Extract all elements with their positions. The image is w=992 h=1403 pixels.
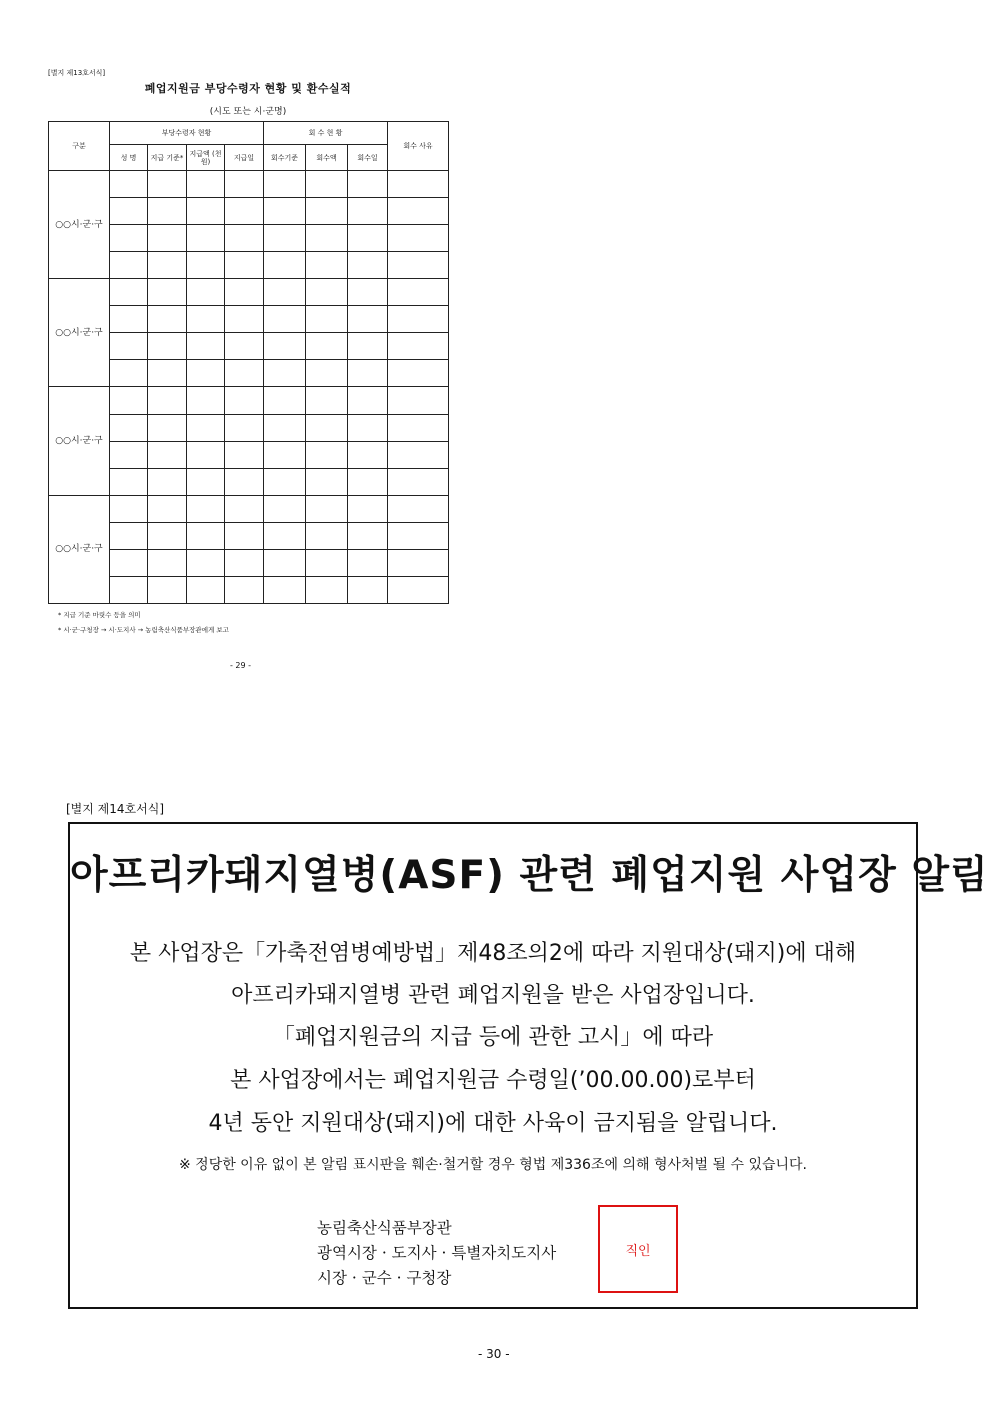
header-recover-amount: 회수액 bbox=[306, 145, 348, 171]
table-cell bbox=[110, 225, 148, 252]
form13-notes bbox=[58, 608, 229, 638]
table-cell bbox=[110, 468, 148, 495]
table-cell bbox=[388, 225, 449, 252]
table-cell bbox=[348, 171, 388, 198]
table-cell bbox=[306, 306, 348, 333]
table-cell bbox=[264, 576, 306, 603]
table-cell bbox=[225, 225, 264, 252]
notice-warning: ※ 정당한 이유 없이 본 알림 표시판을 훼손·철거할 경우 형법 제336조에 의해 형사처벌 될 수 있습니다. bbox=[178, 1157, 807, 1173]
recipient-status-table bbox=[48, 121, 449, 604]
table-cell bbox=[264, 225, 306, 252]
table-cell bbox=[388, 549, 449, 576]
form14-tag: [별지 제14호서식] bbox=[66, 802, 164, 816]
table-cell bbox=[110, 171, 148, 198]
table-cell bbox=[187, 225, 225, 252]
table-cell bbox=[110, 333, 148, 360]
table-cell bbox=[388, 252, 449, 279]
table-cell bbox=[148, 414, 187, 441]
table-cell bbox=[306, 171, 348, 198]
table-cell bbox=[187, 279, 225, 306]
table-cell bbox=[187, 576, 225, 603]
notice-line: 「폐업지원금의 지급 등에 관한 고시」에 따라 bbox=[272, 1025, 714, 1050]
form13-subtitle: (시도 또는 시·군명) bbox=[209, 107, 287, 117]
table-cell bbox=[110, 441, 148, 468]
table-cell bbox=[264, 198, 306, 225]
region-cell: ○○시·군·구 bbox=[49, 279, 110, 387]
table-cell bbox=[306, 225, 348, 252]
table-cell bbox=[148, 441, 187, 468]
table-cell bbox=[388, 468, 449, 495]
table-cell bbox=[110, 252, 148, 279]
table-cell bbox=[306, 387, 348, 414]
table-cell bbox=[225, 468, 264, 495]
header-pay-amount: 지급액 (천원) bbox=[187, 145, 225, 171]
table-row bbox=[49, 171, 449, 198]
header-pay-date: 지급일 bbox=[225, 145, 264, 171]
signer-line: 농림축산식품부장관 bbox=[317, 1219, 452, 1237]
table-cell bbox=[148, 279, 187, 306]
page-number: - 30 - bbox=[478, 1347, 510, 1361]
table-cell bbox=[187, 171, 225, 198]
table-cell bbox=[187, 333, 225, 360]
table-cell bbox=[148, 522, 187, 549]
table-cell bbox=[348, 576, 388, 603]
form13-title: 폐업지원금 부당수령자 현황 및 환수실적 bbox=[144, 82, 352, 95]
table-cell bbox=[388, 198, 449, 225]
table-row bbox=[49, 279, 449, 306]
table-cell bbox=[348, 333, 388, 360]
table-cell bbox=[110, 495, 148, 522]
notice-title: 아프리카돼지열병(ASF) 관련 폐업지원 사업장 알림 bbox=[70, 853, 989, 898]
table-cell bbox=[148, 576, 187, 603]
header-recovery-group: 회 수 현 황 bbox=[264, 122, 388, 145]
table-cell bbox=[264, 306, 306, 333]
table-cell bbox=[187, 198, 225, 225]
seal-label: 직인 bbox=[625, 1243, 651, 1259]
table-cell bbox=[388, 279, 449, 306]
table-row bbox=[49, 387, 449, 414]
table-cell bbox=[225, 279, 264, 306]
table-cell bbox=[148, 468, 187, 495]
table-cell bbox=[348, 279, 388, 306]
table-cell bbox=[187, 441, 225, 468]
table-cell bbox=[110, 522, 148, 549]
table-cell bbox=[148, 333, 187, 360]
table-cell bbox=[110, 360, 148, 387]
table-cell bbox=[148, 306, 187, 333]
table-cell bbox=[306, 495, 348, 522]
table-cell bbox=[264, 468, 306, 495]
table-cell bbox=[110, 387, 148, 414]
table-cell bbox=[264, 522, 306, 549]
table-cell bbox=[110, 576, 148, 603]
header-recipient-group: 부당수령자 현황 bbox=[110, 122, 264, 145]
table-cell bbox=[264, 414, 306, 441]
notice-line: 본 사업장에서는 폐업지원금 수령일(’00.00.00)로부터 bbox=[230, 1068, 756, 1093]
official-seal-box bbox=[598, 1205, 678, 1293]
table-cell bbox=[225, 495, 264, 522]
table-cell bbox=[264, 171, 306, 198]
table-cell bbox=[225, 306, 264, 333]
table-cell bbox=[187, 360, 225, 387]
table-cell bbox=[225, 387, 264, 414]
table-cell bbox=[348, 252, 388, 279]
notice-board bbox=[68, 822, 989, 1309]
header-recover-date: 회수일 bbox=[348, 145, 388, 171]
table-cell bbox=[225, 171, 264, 198]
notice-line: 아프리카돼지열병 관련 폐업지원을 받은 사업장입니다. bbox=[231, 983, 755, 1008]
header-recover-basis: 회수기준 bbox=[264, 145, 306, 171]
table-cell bbox=[264, 333, 306, 360]
table-cell bbox=[225, 198, 264, 225]
table-cell bbox=[187, 468, 225, 495]
table-cell bbox=[264, 387, 306, 414]
table-cell bbox=[388, 441, 449, 468]
table-cell bbox=[110, 279, 148, 306]
table-cell bbox=[388, 522, 449, 549]
table-cell bbox=[225, 360, 264, 387]
form13-note: * 지급 기준 마릿수 등을 의미 bbox=[58, 611, 141, 619]
header-name: 성 명 bbox=[110, 145, 148, 171]
table-cell bbox=[187, 252, 225, 279]
table-row bbox=[49, 495, 449, 522]
table-cell bbox=[225, 441, 264, 468]
table-cell bbox=[348, 360, 388, 387]
header-category: 구분 bbox=[49, 122, 110, 171]
form13-tag: [별지 제13호서식] bbox=[48, 69, 106, 77]
table-cell bbox=[110, 198, 148, 225]
table-cell bbox=[225, 576, 264, 603]
table-cell bbox=[148, 252, 187, 279]
table-cell bbox=[306, 360, 348, 387]
table-cell bbox=[148, 495, 187, 522]
table-cell bbox=[348, 414, 388, 441]
table-cell bbox=[148, 360, 187, 387]
table-cell bbox=[148, 171, 187, 198]
table-cell bbox=[306, 549, 348, 576]
table-cell bbox=[348, 387, 388, 414]
table-cell bbox=[306, 198, 348, 225]
table-cell bbox=[348, 468, 388, 495]
table-cell bbox=[225, 549, 264, 576]
signer-line: 시장 · 군수 · 구청장 bbox=[317, 1269, 452, 1287]
table-cell bbox=[264, 252, 306, 279]
table-cell bbox=[225, 333, 264, 360]
table-cell bbox=[306, 252, 348, 279]
notice-line: 4년 동안 지원대상(돼지)에 대한 사육이 금지됨을 알립니다. bbox=[208, 1111, 778, 1136]
region-cell: ○○시·군·구 bbox=[49, 387, 110, 495]
table-cell bbox=[264, 549, 306, 576]
table-cell bbox=[348, 495, 388, 522]
table-cell bbox=[225, 414, 264, 441]
form13-note: * 시·군·구청장 → 시·도지사 → 농림축산식품부장관에게 보고 bbox=[58, 626, 229, 634]
table-cell bbox=[388, 576, 449, 603]
table-cell bbox=[187, 549, 225, 576]
table-cell bbox=[148, 549, 187, 576]
table-cell bbox=[388, 306, 449, 333]
header-reason: 회수 사유 bbox=[388, 122, 449, 171]
table-cell bbox=[306, 522, 348, 549]
page-number: - 29 - bbox=[230, 661, 252, 670]
table-cell bbox=[388, 414, 449, 441]
table-cell bbox=[264, 441, 306, 468]
table-cell bbox=[348, 198, 388, 225]
table-cell bbox=[388, 495, 449, 522]
table-cell bbox=[348, 522, 388, 549]
table-cell bbox=[148, 225, 187, 252]
table-cell bbox=[306, 333, 348, 360]
table-cell bbox=[187, 414, 225, 441]
table-cell bbox=[148, 198, 187, 225]
table-cell bbox=[264, 279, 306, 306]
header-pay-basis: 지급 기준* bbox=[148, 145, 187, 171]
notice-line: 본 사업장은「가축전염병예방법」제48조의2에 따라 지원대상(돼지)에 대해 bbox=[129, 941, 857, 966]
table-cell bbox=[110, 549, 148, 576]
table-cell bbox=[110, 306, 148, 333]
signer-line: 광역시장 · 도지사 · 특별자치도지사 bbox=[317, 1244, 557, 1262]
table-cell bbox=[148, 387, 187, 414]
table-cell bbox=[187, 522, 225, 549]
table-cell bbox=[348, 225, 388, 252]
table-cell bbox=[187, 306, 225, 333]
table-cell bbox=[187, 495, 225, 522]
table-cell bbox=[388, 171, 449, 198]
table-cell bbox=[306, 414, 348, 441]
table-cell bbox=[348, 549, 388, 576]
table-cell bbox=[225, 252, 264, 279]
table-cell bbox=[306, 441, 348, 468]
table-cell bbox=[306, 279, 348, 306]
table-cell bbox=[388, 360, 449, 387]
table-cell bbox=[264, 495, 306, 522]
table-cell bbox=[388, 387, 449, 414]
region-cell: ○○시·군·구 bbox=[49, 171, 110, 279]
table-cell bbox=[388, 333, 449, 360]
table-cell bbox=[187, 387, 225, 414]
signer-block bbox=[317, 1216, 556, 1291]
table-cell bbox=[264, 360, 306, 387]
table-cell bbox=[110, 414, 148, 441]
table-cell bbox=[306, 468, 348, 495]
table-cell bbox=[348, 441, 388, 468]
table-cell bbox=[306, 576, 348, 603]
table-cell bbox=[348, 306, 388, 333]
region-cell: ○○시·군·구 bbox=[49, 495, 110, 603]
table-cell bbox=[225, 522, 264, 549]
